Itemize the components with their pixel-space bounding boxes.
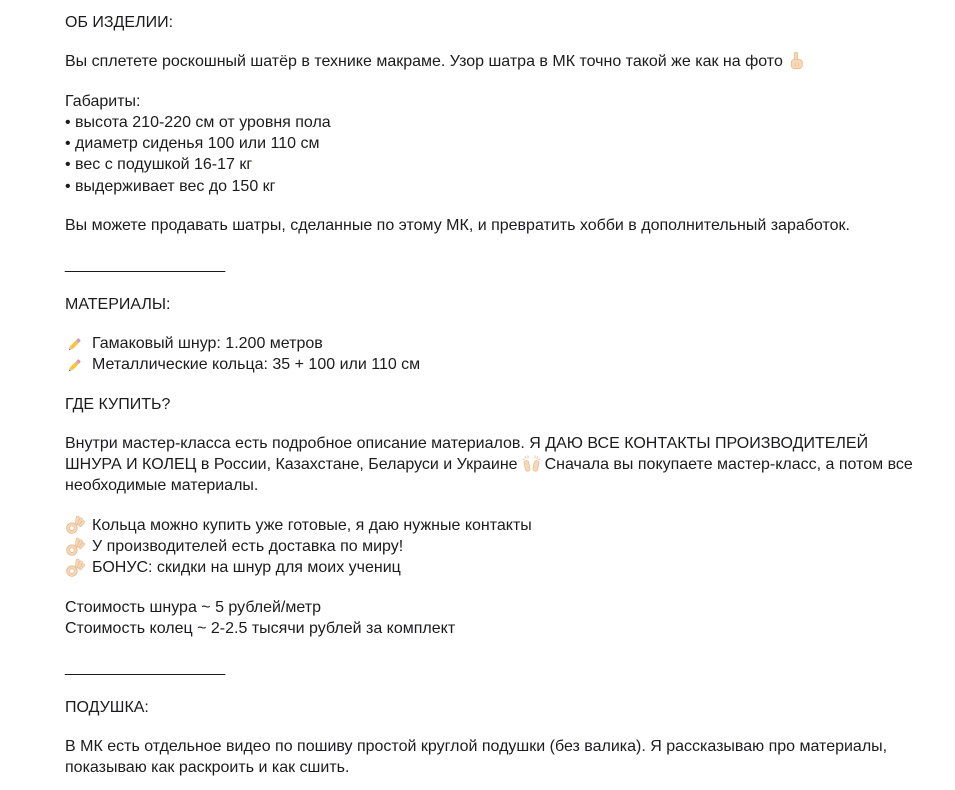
perks-list	[65, 515, 925, 579]
perk-item	[65, 557, 925, 578]
material-text: Металлические кольца: 35 + 100 или 110 см	[92, 356, 421, 374]
section-heading-about: ОБ ИЗДЕЛИИ:	[65, 14, 174, 31]
perk-text: Кольца можно купить уже готовые, я даю нужные контакты	[92, 516, 532, 534]
price-line: Стоимость колец ~ 2-2.5 тысячи рублей за комплект	[65, 619, 456, 637]
list-item: • выдерживает вес до 150 кг	[65, 177, 276, 195]
paragraph-intro	[65, 51, 925, 72]
point-up-icon	[787, 51, 806, 70]
materials-list	[65, 333, 925, 376]
perk-text: БОНУС: скидки на шнур для моих учениц	[92, 559, 401, 577]
list-item: • вес с подушкой 16-17 кг	[65, 156, 253, 174]
raising-hands-icon	[522, 454, 541, 473]
pencil-icon	[65, 334, 85, 354]
list-item: • диаметр сиденья 100 или 110 см	[65, 135, 320, 153]
pencil-icon	[65, 355, 85, 375]
material-item	[65, 354, 925, 375]
price-list	[65, 597, 925, 640]
material-text: Гамаковый шнур: 1.200 метров	[92, 334, 323, 352]
paragraph-where-to-buy	[65, 433, 925, 497]
section-heading-where-to-buy: ГДЕ КУПИТЬ?	[65, 395, 171, 413]
material-item	[65, 333, 925, 354]
list-item: • высота 210-220 см от уровня пола	[65, 113, 331, 131]
paragraph-sell-note: Вы можете продавать шатры, сделанные по этому МК, и превратить хобби в дополнительный заработок.	[65, 217, 850, 235]
ok-hand-icon	[65, 558, 85, 578]
perk-item	[65, 515, 925, 536]
perk-item	[65, 536, 925, 557]
perk-text: У производителей есть доставка по миру!	[92, 538, 404, 556]
product-description	[65, 12, 925, 778]
divider: __________________	[65, 659, 226, 677]
where-to-buy-text: Внутри мастер-класса есть подробное описание материалов. Я ДАЮ ВСЕ КОНТАКТЫ ПРОИЗВОДИТЕЛЕЙ ШНУРА И КОЛЕЦ в России, Казахстане, Беларуси и Украине	[65, 434, 869, 474]
price-line: Стоимость шнура ~ 5 рублей/метр	[65, 598, 321, 616]
intro-text: Вы сплетете роскошный шатёр в технике макраме. Узор шатра в МК точно такой же как на фото	[65, 53, 783, 71]
dimensions-list	[65, 91, 925, 197]
ok-hand-icon	[65, 537, 85, 557]
paragraph-pillow: В МК есть отдельное видео по пошиву простой круглой подушки (без валика). Я рассказываю про материалы, показываю как раскроить и как сшить.	[65, 737, 888, 777]
section-heading-materials: МАТЕРИАЛЫ:	[65, 295, 171, 313]
where-to-buy-text: Сначала вы покупаете мастер-класс, а потом все необходимые материалы.	[65, 456, 913, 495]
divider: __________________	[65, 256, 226, 274]
section-heading-pillow: ПОДУШКА:	[65, 698, 149, 716]
ok-hand-icon	[65, 515, 85, 535]
dimensions-heading: Габариты:	[65, 92, 141, 110]
